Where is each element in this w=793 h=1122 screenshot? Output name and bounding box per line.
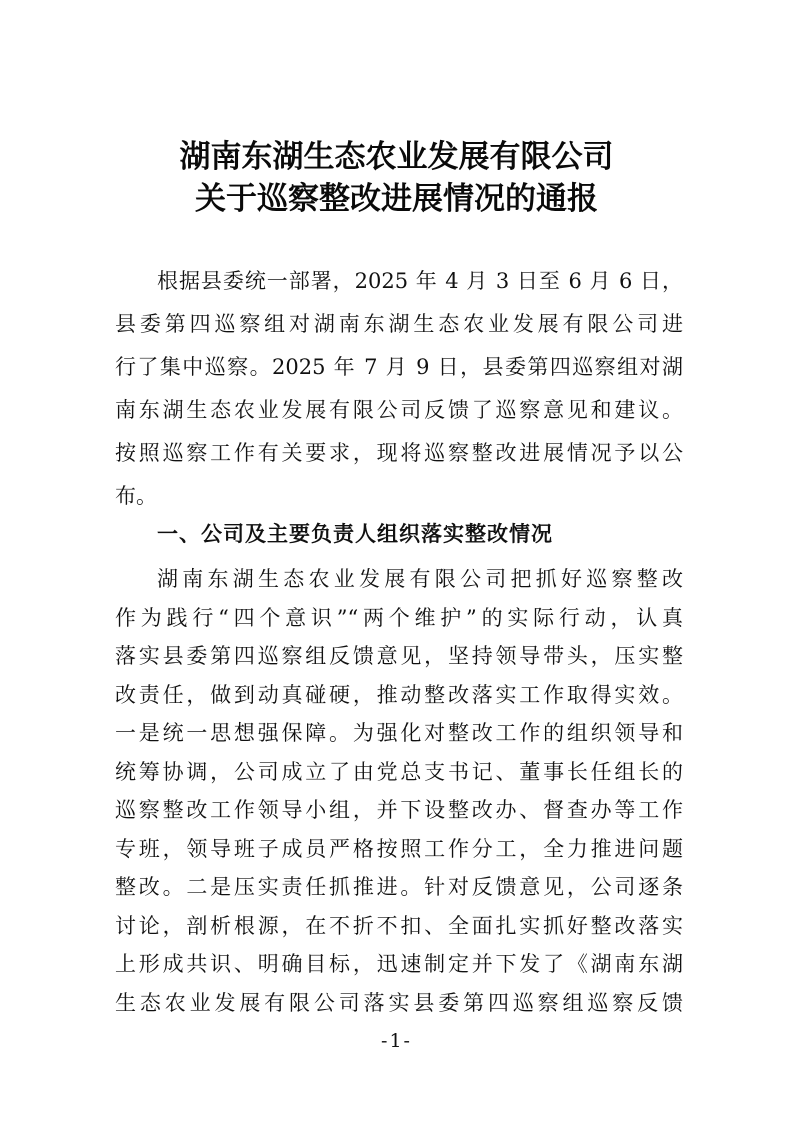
- page-number: -1-: [381, 1030, 412, 1052]
- paragraph-2-line: 作为践行“四个意识”“两个维护”的实际行动，认真: [115, 605, 683, 630]
- paragraph-2-line: 上形成共识、明确目标，迅速制定并下发了《湖南东湖: [115, 952, 683, 976]
- paragraph-1-line: 南东湖生态农业发展有限公司反馈了巡察意见和建议。: [115, 398, 683, 422]
- paragraph-2-line: 讨论，剖析根源，在不折不扣、全面扎实抓好整改落实: [115, 913, 683, 938]
- paragraph-1-line: 布。: [115, 484, 157, 508]
- document-title-line-1: 湖南东湖生态农业发展有限公司: [179, 139, 614, 175]
- paragraph-1-line: 行了集中巡察。2025 年 7 月 9 日，县委第四巡察组对湖: [115, 355, 683, 379]
- document-title-line-2: 关于巡察整改进展情况的通报: [195, 181, 598, 217]
- paragraph-1-line: 按照巡察工作有关要求，现将巡察整改进展情况予以公: [115, 441, 683, 465]
- paragraph-2-line: 湖南东湖生态农业发展有限公司把抓好巡察整改: [157, 567, 683, 591]
- paragraph-2-line: 一是统一思想强保障。为强化对整改工作的组织领导和: [115, 721, 683, 745]
- paragraph-2-line: 生态农业发展有限公司落实县委第四巡察组巡察反馈: [115, 990, 683, 1015]
- paragraph-1-line: 县委第四巡察组对湖南东湖生态农业发展有限公司进: [115, 312, 683, 336]
- paragraph-2-line: 整改。二是压实责任抓推进。针对反馈意见，公司逐条: [115, 875, 683, 899]
- paragraph-1-line: 根据县委统一部署，2025 年 4 月 3 日至 6 月 6 日，: [157, 269, 683, 293]
- paragraph-2-line: 统筹协调，公司成立了由党总支书记、董事长任组长的: [115, 759, 683, 784]
- paragraph-2-line: 巡察整改工作领导小组，并下设整改办、督查办等工作: [115, 798, 683, 822]
- paragraph-2-line: 改责任，做到动真碰硬，推动整改落实工作取得实效。: [115, 682, 683, 707]
- paragraph-2-line: 专班，领导班子成员严格按照工作分工，全力推进问题: [115, 836, 683, 861]
- paragraph-2-line: 落实县委第四巡察组反馈意见，坚持领导带头，压实整: [115, 644, 683, 668]
- section-heading: 一、公司及主要负责人组织落实整改情况: [157, 522, 553, 546]
